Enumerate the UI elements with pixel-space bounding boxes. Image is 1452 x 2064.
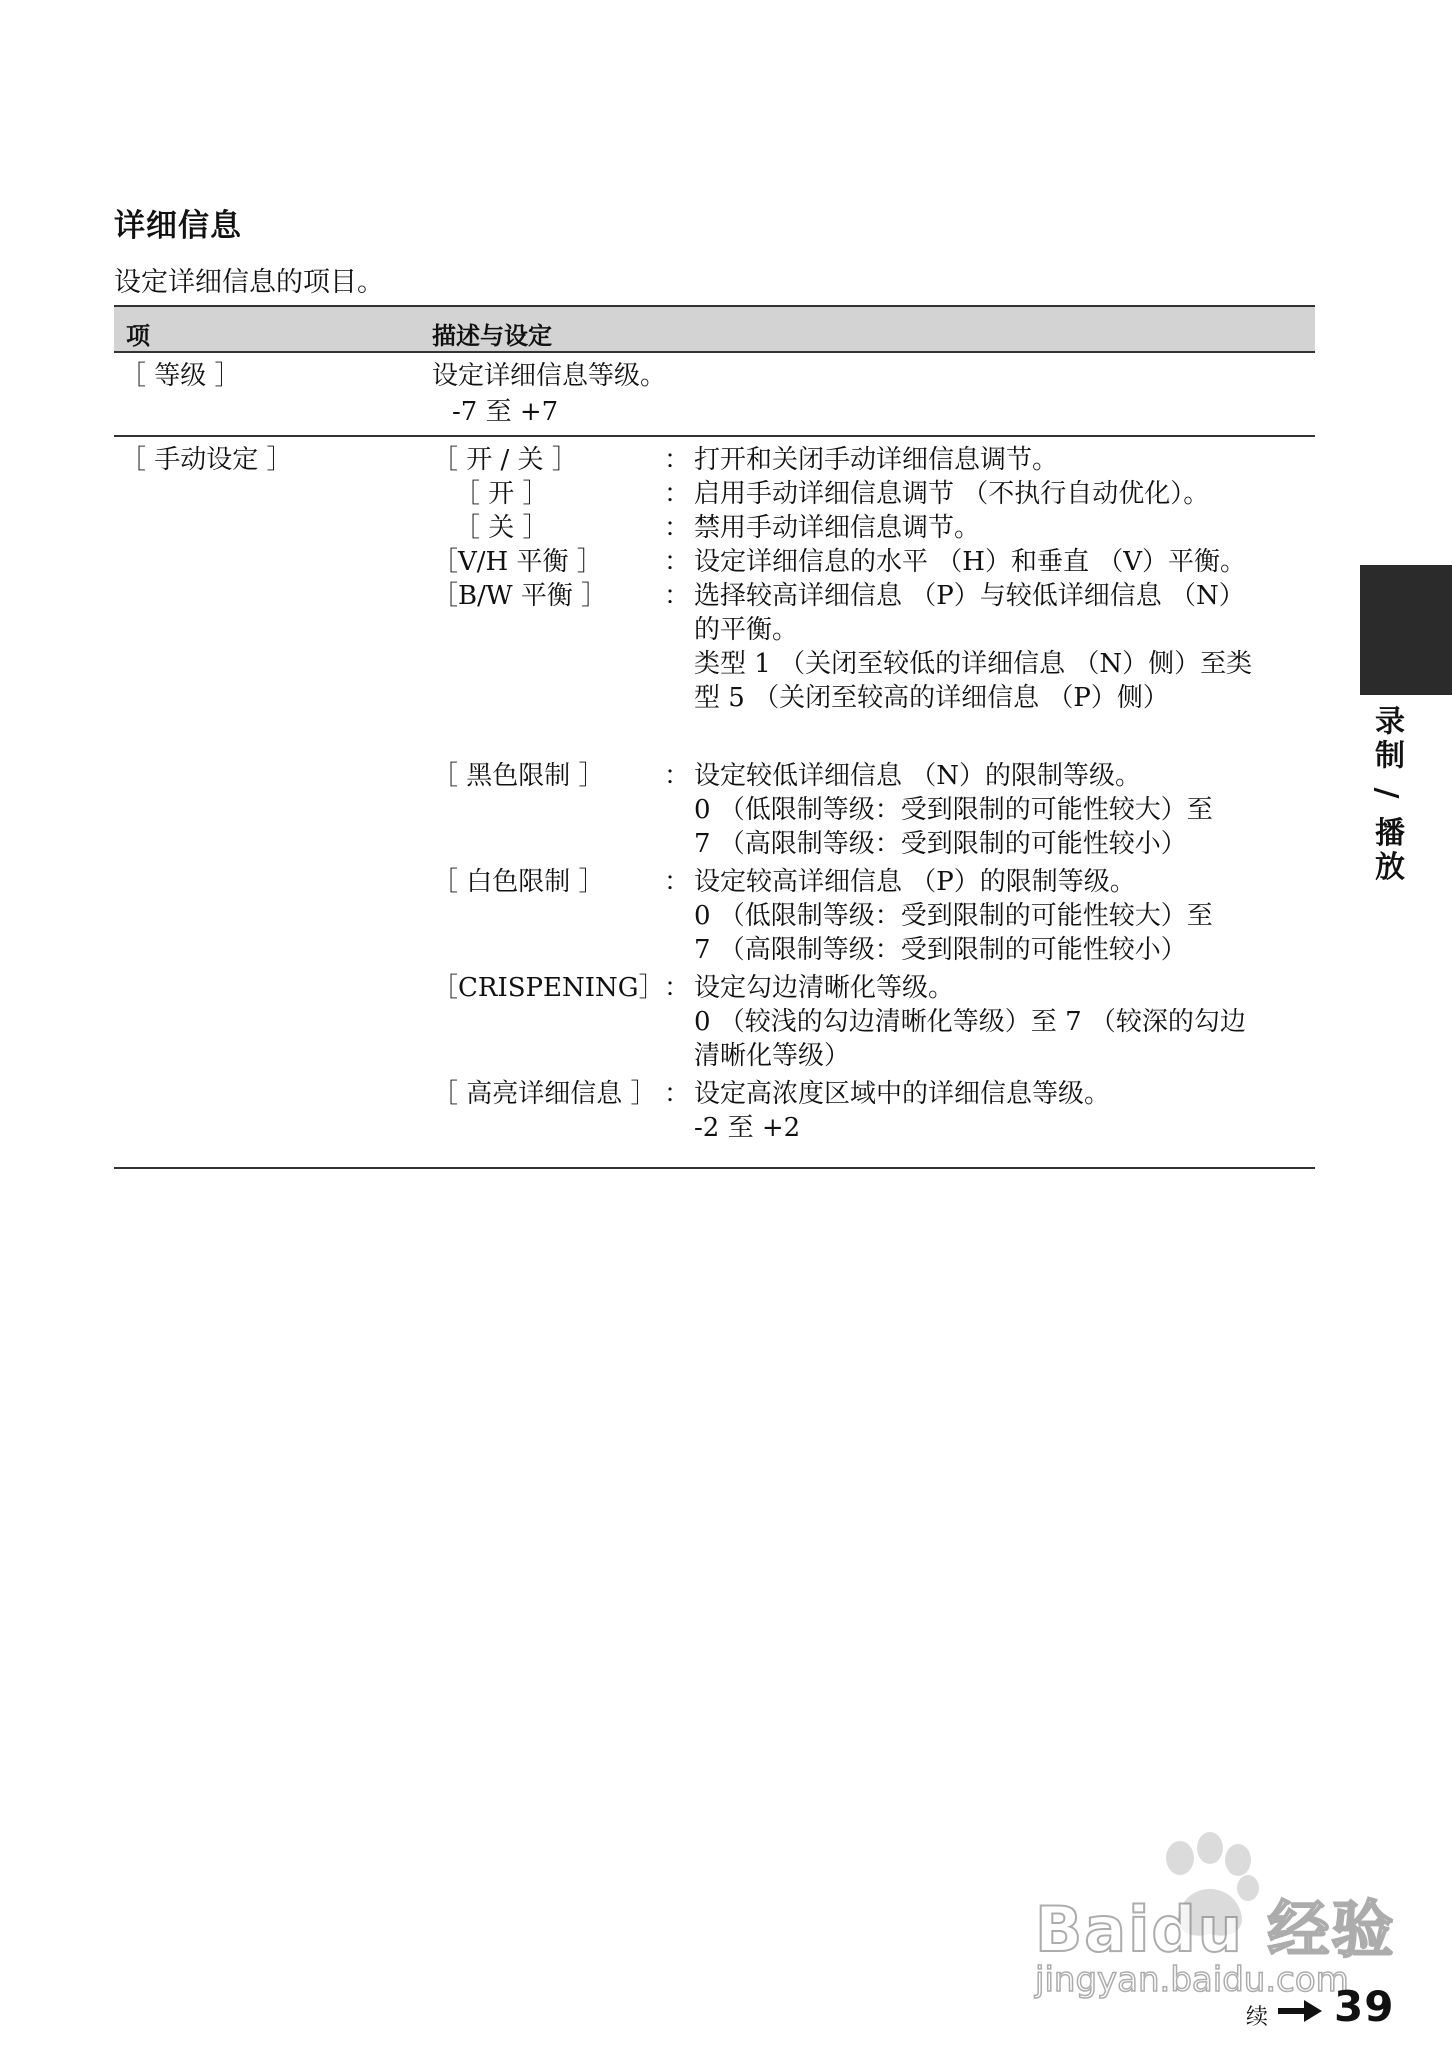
entry-text: 禁用手动详细信息调节。	[694, 513, 981, 543]
entry-colon: ：	[664, 581, 691, 611]
entry-text: -2 至 +2	[694, 1113, 801, 1143]
entry-label: ［ 黑色限制 ］	[432, 761, 605, 791]
entry-text: 的平衡。	[694, 615, 799, 645]
entry-label: ［CRISPENING］	[432, 973, 665, 1003]
entry-label: ［ 白色限制 ］	[432, 867, 605, 897]
entry-text: 启用手动详细信息调节 （不执行自动优化）。	[694, 479, 1210, 509]
entry-text: 设定勾边清晰化等级。	[694, 973, 955, 1003]
row-item-label: ［ 等级 ］	[120, 361, 241, 391]
entry-text: 0 （较浅的勾边清晰化等级）至 7 （较深的勾边	[694, 1007, 1246, 1037]
entry-text: 0 （低限制等级：受到限制的可能性较大）至	[694, 901, 1213, 931]
header-item: 项	[126, 322, 150, 350]
entry-colon: ：	[664, 973, 691, 1003]
entry-text: 打开和关闭手动详细信息调节。	[694, 445, 1059, 475]
table-header	[114, 305, 1315, 353]
section-intro: 设定详细信息的项目。	[114, 267, 384, 298]
entry-text: 清晰化等级）	[694, 1041, 851, 1071]
entry-text: 设定详细信息的水平 （H）和垂直 （V）平衡。	[694, 547, 1246, 577]
chapter-tab-label: 录制 / 播放	[1369, 705, 1404, 885]
entry-colon: ：	[664, 761, 691, 791]
entry-text: 7 （高限制等级：受到限制的可能性较小）	[694, 935, 1187, 965]
right-arrow-icon	[1278, 1998, 1322, 2028]
table-row-manual	[114, 437, 1315, 1169]
entry-label: ［V/H 平衡 ］	[432, 547, 603, 577]
entry-text: 设定较高详细信息 （P）的限制等级。	[694, 867, 1136, 897]
header-description: 描述与设定	[432, 322, 552, 350]
entry-text: 0 （低限制等级：受到限制的可能性较大）至	[694, 795, 1213, 825]
entry-colon: ：	[664, 445, 691, 475]
entry-colon: ：	[664, 547, 691, 577]
watermark-url: jingyan.baidu.com	[1035, 1960, 1349, 2000]
entry-label: ［ 关 ］	[454, 513, 549, 543]
row-description: 设定详细信息等级。	[432, 361, 667, 391]
section-title: 详细信息	[114, 208, 242, 244]
entry-text: 选择较高详细信息 （P）与较低详细信息 （N）	[694, 581, 1245, 611]
entry-colon: ：	[664, 867, 691, 897]
entry-text: 型 5 （关闭至较高的详细信息 （P）侧）	[694, 683, 1169, 713]
entry-colon: ：	[664, 513, 691, 543]
continued-label: 续	[1246, 2005, 1269, 2030]
entry-label: ［ 开 / 关 ］	[432, 445, 578, 475]
row-item-label: ［ 手动设定 ］	[120, 445, 293, 475]
entry-text: 类型 1 （关闭至较低的详细信息 （N）侧）至类	[694, 649, 1253, 679]
row-range: -7 至 +7	[452, 397, 559, 427]
entry-text: 设定高浓度区域中的详细信息等级。	[694, 1079, 1111, 1109]
table-row-level	[114, 353, 1315, 437]
entry-text: 7 （高限制等级：受到限制的可能性较小）	[694, 829, 1187, 859]
page-number: 39	[1334, 1982, 1395, 2031]
entry-label: ［ 高亮详细信息 ］	[432, 1079, 657, 1109]
entry-colon: ：	[664, 479, 691, 509]
entry-colon: ：	[664, 1079, 691, 1109]
entry-text: 设定较低详细信息 （N）的限制等级。	[694, 761, 1142, 791]
watermark-brand: Baidu 经验	[1035, 1893, 1396, 1966]
chapter-tab	[1360, 565, 1452, 695]
settings-table	[114, 305, 1315, 1169]
entry-label: ［ 开 ］	[454, 479, 549, 509]
entry-label: ［B/W 平衡 ］	[432, 581, 608, 611]
